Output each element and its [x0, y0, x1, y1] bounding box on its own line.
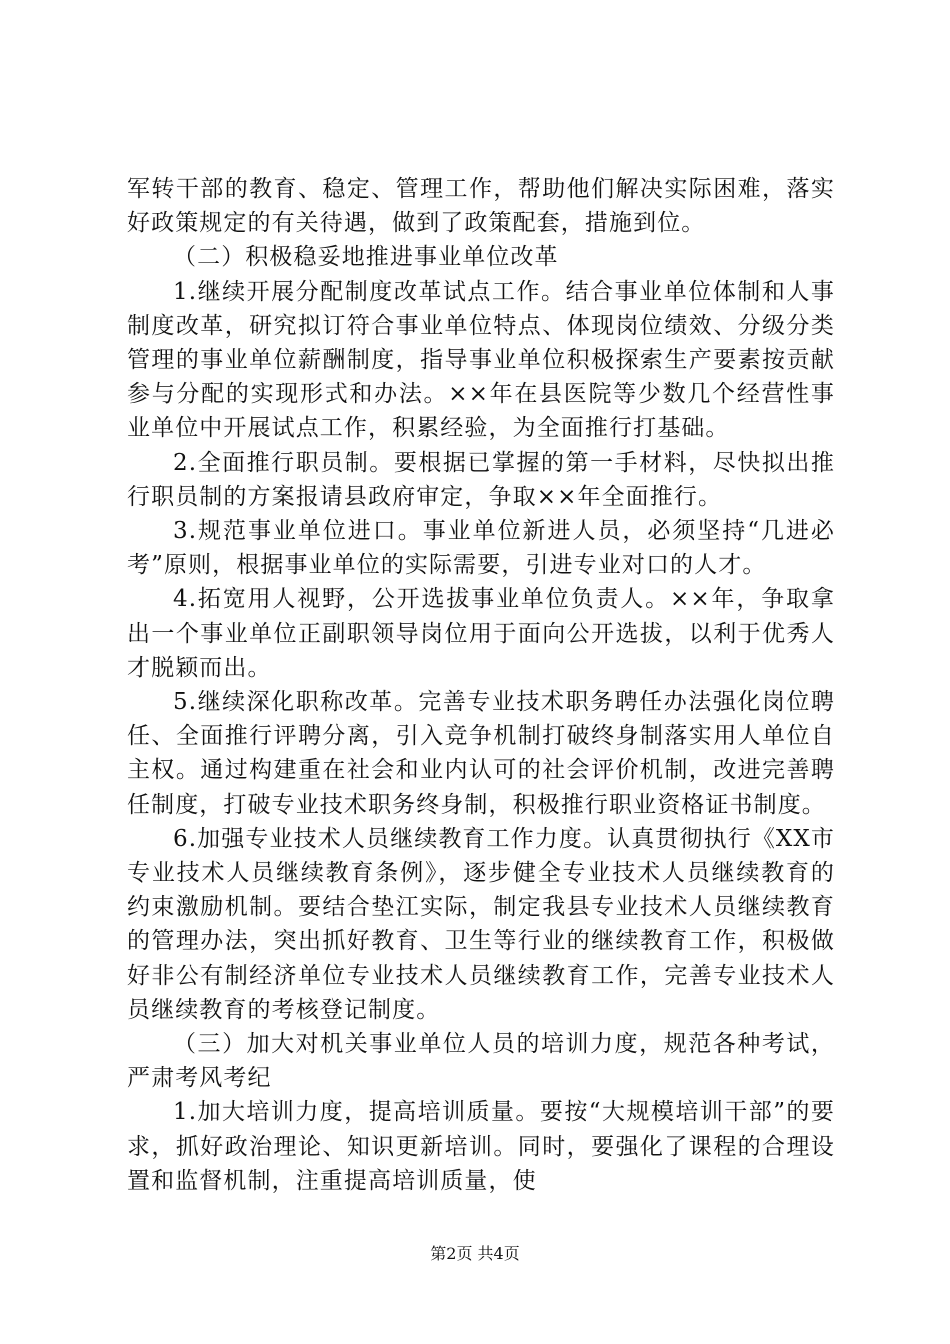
section-heading-2: （二）积极稳妥地推进事业单位改革	[173, 244, 559, 271]
paragraph-item-6: 6.加强专业技术人员继续教育工作力度。认真贯彻执行《XX市专业技术人员继续教育条例》，逐步健全专业技术人员继续教育的约束激励机制。要结合垫江实际，制定我县专业技术人员继续教育的管理办法，突出抓好教育、卫生等行业的继续教育工作，积极做好非公有制经济单位专业技术人员继续教育工作，完善专业技术人员继续教育的考核登记制度。	[127, 825, 835, 1023]
paragraph-item-2: 2.全面推行职员制。要根据已掌握的第一手材料，尽快拟出推行职员制的方案报请县政府审定，争取××年全面推行。	[127, 449, 835, 510]
section-heading-3: （三）加大对机关事业单位人员的培训力度，规范各种考试，严肃考风考纪	[127, 1031, 835, 1092]
paragraph-item-5: 5.继续深化职称改革。完善专业技术职务聘任办法强化岗位聘任、全面推行评聘分离，引入竞争机制打破终身制落实用人单位自主权。通过构建重在社会和业内认可的社会评价机制，改进完善聘任制度，打破专业技术职务终身制，积极推行职业资格证书制度。	[127, 689, 835, 818]
paragraph-item-1: 1.继续开展分配制度改革试点工作。结合事业单位体制和人事制度改革，研究拟订符合事业单位特点、体现岗位绩效、分级分类管理的事业单位薪酬制度，指导事业单位积极探索生产要素按贡献参与分配的实现形式和办法。××年在县医院等少数几个经营性事业单位中开展试点工作，积累经验，为全面推行打基础。	[127, 278, 835, 442]
paragraph-item-4: 4.拓宽用人视野，公开选拔事业单位负责人。××年，争取拿出一个事业单位正副职领导岗位用于面向公开选拔，以利于优秀人才脱颖而出。	[127, 586, 835, 681]
document-body	[127, 172, 835, 1198]
paragraph-item-3: 3.规范事业单位进口。事业单位新进人员，必须坚持“几进必考”原则，根据事业单位的实际需要，引进专业对口的人才。	[127, 518, 835, 579]
paragraph-item-1-training: 1.加大培训力度，提高培训质量。要按“大规模培训干部”的要求，抓好政治理论、知识更新培训。同时，要强化了课程的合理设置和监督机制，注重提高培训质量，使	[127, 1099, 835, 1194]
paragraph-continuation: 军转干部的教育、稳定、管理工作，帮助他们解决实际困难，落实好政策规定的有关待遇，做到了政策配套，措施到位。	[127, 176, 835, 237]
page-number-footer: 第2页 共4页	[430, 1244, 520, 1263]
